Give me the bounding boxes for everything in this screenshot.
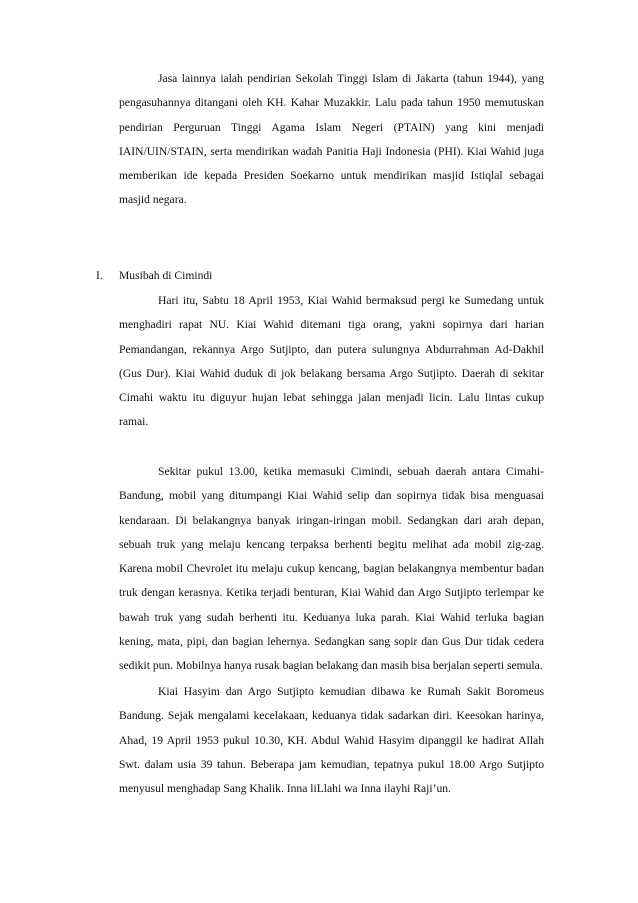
paragraph-rumah-sakit: Kiai Hasyim dan Argo Sutjipto kemudian dibawa ke Rumah Sakit Boromeus Bandung. Sejak mengalami kecelakaan, keduanya tidak sadarkan diri. Keesokan harinya, Ahad, 19 April 1953 pukul 10.30, KH. Abdul Wahid Hasyim dipanggil ke hadirat Allah Swt. dalam usia 39 tahun. Beberapa jam kemudian, tepatnya pukul 18.00 Argo Sutjipto menyusul menghadap Sang Khalik. Inna liLlahi wa Inna ilayhi Raji’un. xyxy=(119,685,544,796)
section-title: Musibah di Cimindi xyxy=(119,269,213,282)
paragraph-kecelakaan: Sekitar pukul 13.00, ketika memasuki Cimindi, sebuah daerah antara Cimahi-Bandung, mobil yang ditumpangi Kiai Wahid selip dan sopirnya tidak bisa menguasai kendaraan. Di belakangnya banyak iringan-iringan mobil. Sedangkan dari arah depan, sebuah truk yang melaju kencang terpaksa berhenti begitu melihat ada mobil zig-zag. Karena mobil Chevrolet itu melaju cukup kencang, bagian belakangnya membentur badan truk dengan kerasnya. Ketika terjadi benturan, Kiai Wahid dan Argo Sutjipto terlempar ke bawah truk yang sudah berhenti itu. Keduanya luka parah. Kiai Wahid terluka bagian kening, mata, pipi, dan bagian lehernya. Sedangkan sang sopir dan Gus Dur tidak cedera sedikit pun. Mobilnya hanya rusak bagian belakang dan masih bisa berjalan seperti semula. xyxy=(119,465,544,673)
section-number: I. xyxy=(96,269,103,282)
paragraph-hari-itu: Hari itu, Sabtu 18 April 1953, Kiai Wahid bermaksud pergi ke Sumedang untuk menghadiri rapat NU. Kiai Wahid ditemani tiga orang, yakni sopirnya dari harian Pemandangan, rekannya Argo Sutjipto, dan putera sulungnya Abdurrahman Ad-Dakhil (Gus Dur). Kiai Wahid duduk di jok belakang bersama Argo Sutjipto. Daerah di sekitar Cimahi waktu itu diguyur hujan lebat sehingga jalan menjadi licin. Lalu lintas cukup ramai. xyxy=(119,294,544,429)
paragraph-pendirian: Jasa lainnya ialah pendirian Sekolah Tinggi Islam di Jakarta (tahun 1944), yang pengasuhannya ditangani oleh KH. Kahar Muzakkir. Lalu pada tahun 1950 memutuskan pendirian Perguruan Tinggi Agama Islam Negeri (PTAIN) yang kini menjadi IAIN/UIN/STAIN, serta mendirikan wadah Panitia Haji Indonesia (PHI). Kiai Wahid juga memberikan ide kepada Presiden Soekarno untuk mendirikan masjid Istiqlal sebagai masjid negara. xyxy=(119,72,544,207)
section-heading xyxy=(96,264,212,288)
